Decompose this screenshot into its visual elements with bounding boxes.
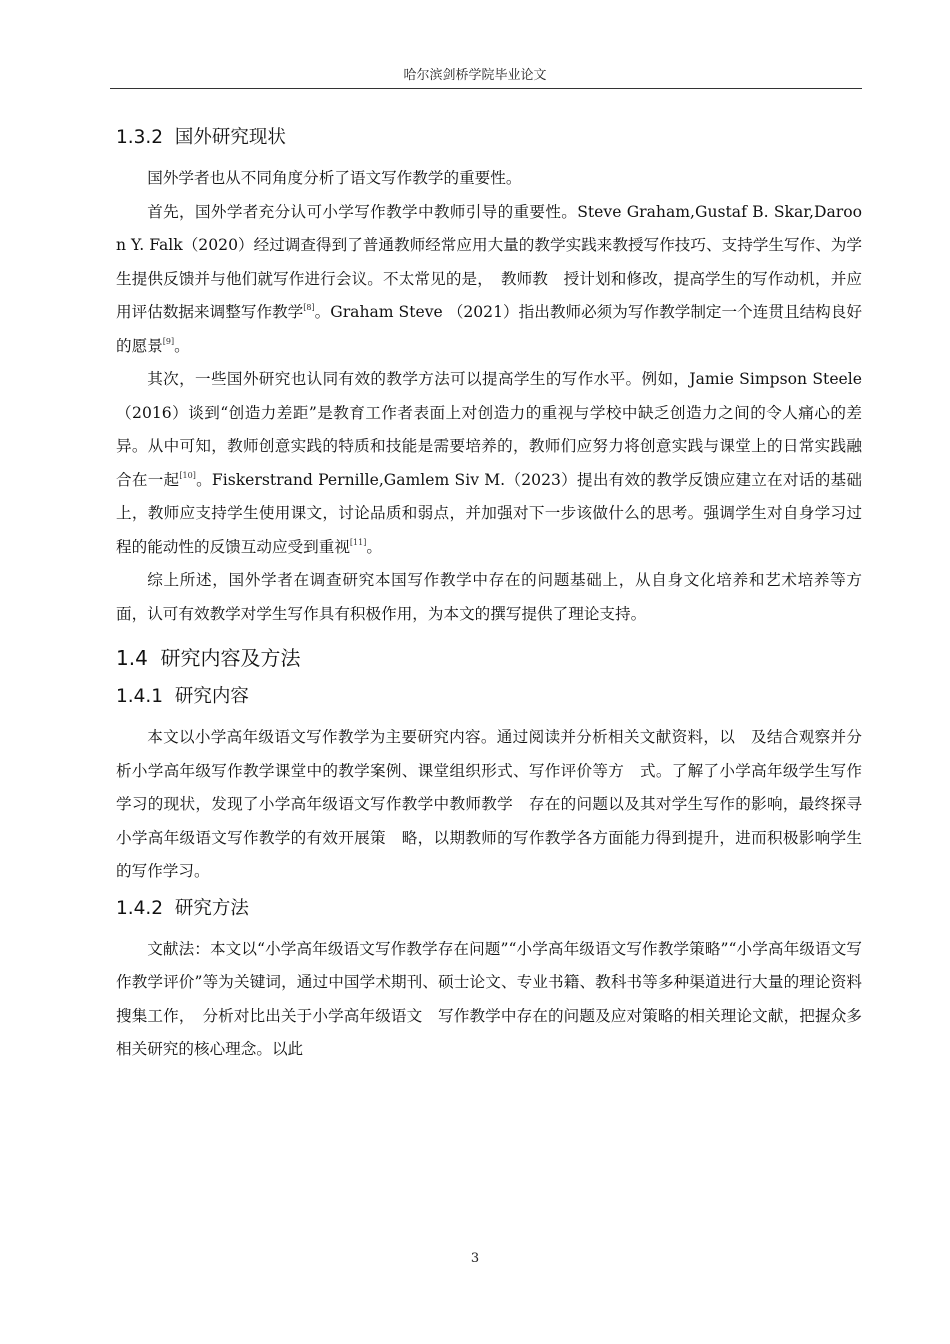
- paragraph-text: 其次，一些国外研究也认同有效的教学方法可以提高学生的写作水平。例如，Jamie Simpson Steele（2016）谈到“创造力差距”是教育工作者表面上对创造力的重视与学校中缺乏创造力之间的令人痛心的差异。从中可知，教师创意实践的特质和技能是需要培养的，教师们应努力将创意实践与课堂上的日常实践融合在一起: [116, 370, 862, 489]
- citation-ref: [11]: [349, 537, 367, 547]
- paragraph-text: 。Fiskerstrand Pernille,Gamlem Siv M.（2023）提出有效的教学反馈应建立在对话的基础上，教师应支持学生使用课文，讨论品质和弱点，并加强对下一步该做什么的思考。强调学生对自身学习过程的能动性的反馈互动应受到重视: [116, 470, 862, 556]
- paragraph: [116, 196, 862, 364]
- citation-ref: [9]: [162, 336, 175, 346]
- section-heading-1-3-2: 1.3.2 国外研究现状: [116, 127, 286, 148]
- page-number: 3: [470, 1251, 480, 1266]
- citation-ref: [10]: [179, 470, 196, 480]
- header-divider: [110, 88, 862, 89]
- section-heading-1-4-2: 1.4.2 研究方法: [116, 897, 249, 919]
- citation-ref: [8]: [303, 303, 315, 312]
- paragraph: [116, 363, 862, 564]
- paragraph: 文献法：本文以“小学高年级语文写作教学存在问题”“小学高年级语文写作教学策略”“小学高年级语文写作教学评价”等为关键词，通过中国学术期刊、硕士论文、专业书籍、教科书等多种渠道进行大量的理论资料搜集工作， 分析对比出关于小学高年级语文 写作教学中存在的问题及应对策略的相关理论文献，把握众多相关研究的核心理念。以此: [116, 939, 862, 1058]
- paragraph-text: 。Graham Steve （2021）指出教师必须为写作教学制定一个连贯且结构良好的愿景: [116, 303, 862, 355]
- paragraph-text: 首先，国外学者充分认可小学写作教学中教师引导的重要性。Steve Graham,Gustaf B. Skar,Daroon Y. Falk（2020）经过调查得到了普通教师经常应用大量的教学实践来教授写作技巧、支持学生写作、为学生提供反馈并与他们就写作进行会议。不太常见的是， 教师教 授计划和修改，提高学生的写作动机，并应用评估数据来调整写作教学: [116, 202, 862, 321]
- paragraph: 本文以小学高年级语文写作教学为主要研究内容。通过阅读并分析相关文献资料，以 及结合观察并分析小学高年级写作教学课堂中的教学案例、课堂组织形式、写作评价等方 式。了解了小学高年级学生写作学习的现状，发现了小学高年级语文写作教学中教师教学 存在的问题以及其对学生写作的影响，最终探寻小学高年级语文写作教学的有效开展策 略，以期教师的写作教学各方面能力得到提升，进而积极影响学生的写作学习。: [116, 728, 862, 880]
- paragraph-text: 。: [174, 336, 190, 355]
- paragraph-text: 。: [366, 537, 382, 556]
- running-header: 哈尔滨剑桥学院毕业论文: [403, 68, 547, 83]
- section-heading-1-4: 1.4 研究内容及方法: [116, 646, 301, 670]
- page-body: [116, 124, 862, 1067]
- paragraph: 国外学者也从不同角度分析了语文写作教学的重要性。: [147, 169, 522, 187]
- paragraph: 综上所述，国外学者在调查研究本国写作教学中存在的问题基础上，从自身文化培养和艺术培养等方面，认可有效教学对学生写作具有积极作用，为本文的撰写提供了理论支持。: [116, 571, 862, 623]
- section-heading-1-4-1: 1.4.1 研究内容: [116, 686, 249, 707]
